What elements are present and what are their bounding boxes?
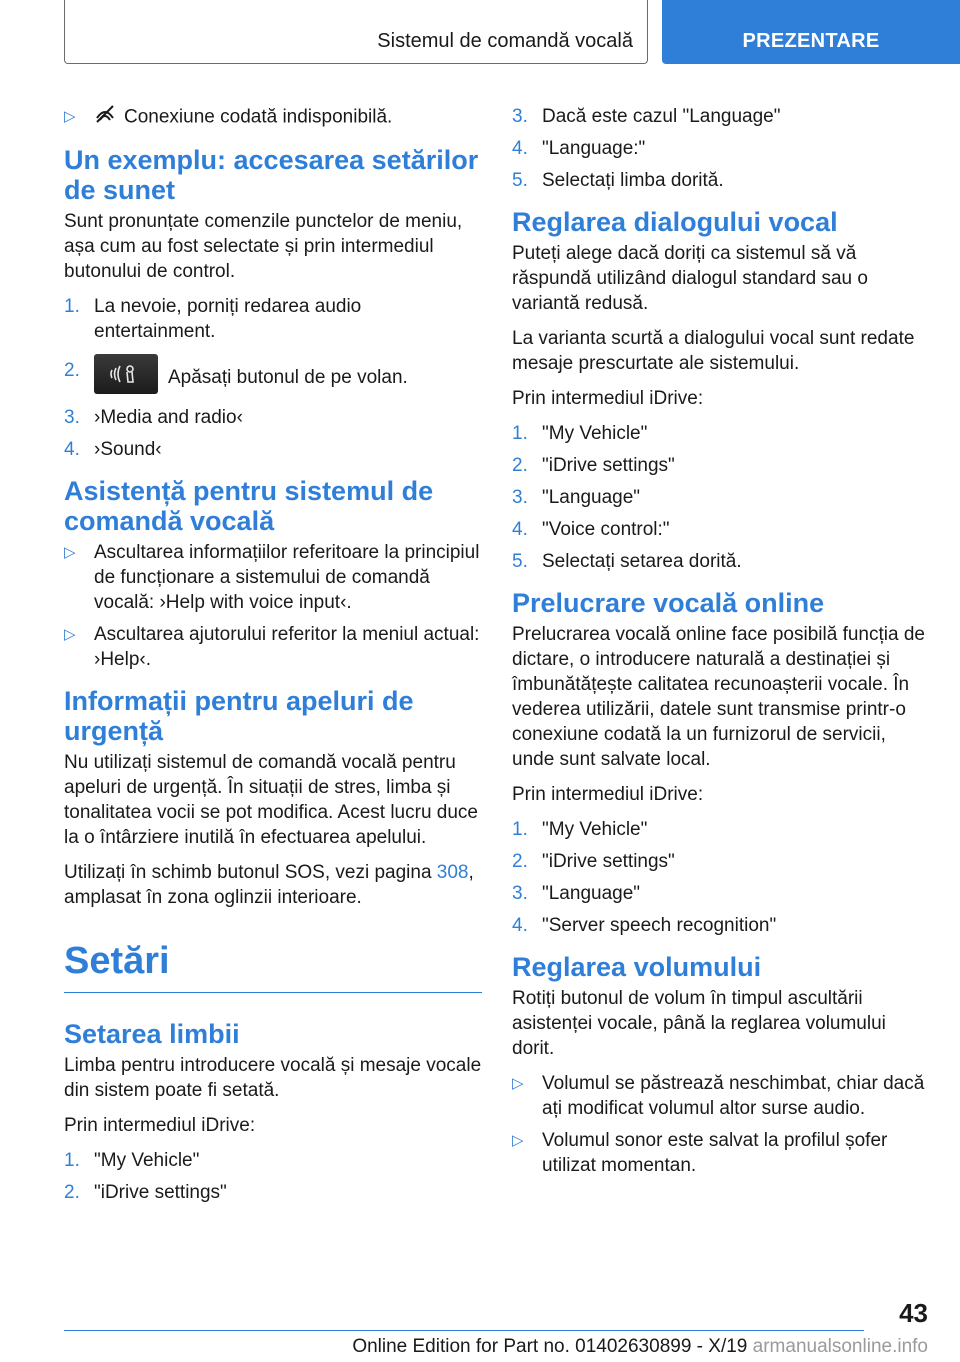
list-item xyxy=(512,549,926,574)
step-number: 3. xyxy=(512,883,528,904)
bullet-text: Ascultarea informațiilor referitoare la principiul de funcționare a sistemului de comandă vocală: ›Help with voice input‹. xyxy=(94,542,480,613)
bullet-text: Volumul se păstrează neschimbat, chiar dacă ați modificat volumul altor surse audio. xyxy=(542,1073,925,1119)
header-chapter-label: PREZENTARE xyxy=(742,30,880,52)
step-text: Selectați setarea dorită. xyxy=(542,551,742,572)
step-text: "iDrive settings" xyxy=(542,851,675,872)
bullet-text: Ascultarea ajutorului referitor la meniul actual: ›Help‹. xyxy=(94,624,480,670)
header-chapter-tab[interactable] xyxy=(662,0,960,64)
list-item xyxy=(512,881,926,906)
step-number: 5. xyxy=(512,170,528,191)
paragraph-idrive: Prin intermediul iDrive: xyxy=(512,784,704,805)
footer-site[interactable]: armanualsonline.info xyxy=(752,1336,928,1357)
list-item xyxy=(64,104,482,131)
list-item xyxy=(512,168,926,193)
online-steps-list xyxy=(512,817,926,938)
step-text: "My Vehicle" xyxy=(542,819,648,840)
bullet-triangle-icon: ▷ xyxy=(512,1075,524,1092)
paragraph-idrive: Prin intermediul iDrive: xyxy=(64,1115,256,1136)
sos-text-post: , amplasat în zona oglinzii interioare. xyxy=(64,862,474,908)
list-item xyxy=(64,437,482,462)
step-number: 5. xyxy=(512,551,528,572)
paragraph-dialog-2: La varianta scurtă a dialogului vocal sunt redate mesaje prescurtate ale sistemului. xyxy=(512,328,915,374)
heading-dialog: Reglarea dialogului vocal xyxy=(512,207,838,237)
step-number: 2. xyxy=(512,851,528,872)
list-item xyxy=(512,104,926,129)
heading-volume: Reglarea volumului xyxy=(512,952,762,982)
step-text: "Language:" xyxy=(542,138,646,159)
no-connection-icon xyxy=(94,104,116,131)
bullet-text: Volumul sonor este salvat la profilul șofer utilizat momentan. xyxy=(542,1130,888,1176)
bullet-triangle-icon: ▷ xyxy=(64,544,76,561)
step-number: 1. xyxy=(64,296,80,317)
step-text: "Voice control:" xyxy=(542,519,670,540)
list-item xyxy=(512,453,926,478)
paragraph-example: Sunt pronunțate comenzile punctelor de meniu, așa cum au fost selectate și prin intermediul butonului de control. xyxy=(64,211,463,282)
step-number: 4. xyxy=(512,519,528,540)
volume-bullet-list xyxy=(512,1071,926,1178)
step-text: "Server speech recognition" xyxy=(542,915,777,936)
footer-edition-text: Online Edition for Part no. 01402630899 - X/19 xyxy=(352,1336,748,1357)
heading-assist: Asistență pentru sistemul de comandă vocală xyxy=(64,476,434,536)
list-item xyxy=(64,1180,482,1205)
step-text: Selectați limba dorită. xyxy=(542,170,724,191)
page-link-308[interactable]: 308 xyxy=(436,862,469,883)
list-item xyxy=(64,358,482,398)
header-section-box xyxy=(64,0,648,64)
step-number: 2. xyxy=(64,1182,80,1203)
step-text: ›Sound‹ xyxy=(94,439,162,460)
step-text: "Language" xyxy=(542,487,641,508)
step-text: "Language" xyxy=(542,883,641,904)
step-number: 3. xyxy=(512,106,528,127)
list-item xyxy=(512,517,926,542)
paragraph-sos xyxy=(64,860,482,910)
header-section-title: Sistemul de comandă vocală xyxy=(377,30,633,52)
dialog-steps-list xyxy=(512,421,926,574)
step-number: 4. xyxy=(512,915,528,936)
page-number: 43 xyxy=(899,1298,928,1328)
list-item xyxy=(64,622,482,672)
list-item xyxy=(512,913,926,938)
step-text: Dacă este cazul "Language" xyxy=(542,106,781,127)
bullet-triangle-icon: ▷ xyxy=(64,108,76,125)
language-steps-continued xyxy=(512,104,926,193)
step-text: "iDrive settings" xyxy=(94,1182,227,1203)
list-item xyxy=(512,849,926,874)
paragraph-dialog-1: Puteți alege dacă doriți ca sistemul să vă răspundă utilizând dialogul standard sau o variantă redusă. xyxy=(512,243,868,314)
list-item xyxy=(512,1128,926,1178)
step-text: "iDrive settings" xyxy=(542,455,675,476)
intro-bullet-text: Conexiune codată indisponibilă. xyxy=(124,106,393,128)
paragraph-emergency: Nu utilizați sistemul de comandă vocală pentru apeluri de urgență. În situații de stres, limba și tonalitatea vocii se pot modifica. Acest lucru duce la o întârziere inutilă în efectuarea apelului. xyxy=(64,752,479,848)
bullet-triangle-icon: ▷ xyxy=(64,626,76,643)
step-text: "My Vehicle" xyxy=(542,423,648,444)
list-item xyxy=(512,1071,926,1121)
step-text: La nevoie, porniți redarea audio entertainment. xyxy=(94,296,362,342)
step-text: "My Vehicle" xyxy=(94,1150,200,1171)
step-number: 3. xyxy=(512,487,528,508)
heading-settings: Setări xyxy=(64,938,482,993)
step-number: 2. xyxy=(512,455,528,476)
paragraph-volume: Rotiți butonul de volum în timpul ascultării asistenței vocale, până la reglarea volumului dorit. xyxy=(512,988,886,1059)
heading-language: Setarea limbii xyxy=(64,1019,240,1049)
left-column xyxy=(64,100,482,1215)
heading-online: Prelucrare vocală online xyxy=(512,588,825,618)
heading-example: Un exemplu: accesarea setărilor de sunet xyxy=(64,145,479,205)
paragraph-idrive: Prin intermediul iDrive: xyxy=(512,388,704,409)
list-item xyxy=(512,136,926,161)
language-steps-list xyxy=(64,1148,482,1205)
list-item xyxy=(64,1148,482,1173)
step-text: ›Media and radio‹ xyxy=(94,407,243,428)
step-number: 1. xyxy=(512,819,528,840)
list-item xyxy=(64,294,482,344)
step-number: 1. xyxy=(512,423,528,444)
step-number: 2. xyxy=(64,360,80,381)
list-item xyxy=(512,485,926,510)
list-item xyxy=(512,421,926,446)
step-number: 3. xyxy=(64,407,80,428)
list-item xyxy=(64,405,482,430)
intro-bullet-list xyxy=(64,104,482,131)
list-item xyxy=(512,817,926,842)
sos-text-pre: Utilizați în schimb butonul SOS, vezi pagina xyxy=(64,862,437,883)
step-text: Apăsați butonul de pe volan. xyxy=(168,367,408,389)
step-number: 1. xyxy=(64,1150,80,1171)
heading-emergency: Informații pentru apeluri de urgență xyxy=(64,686,414,746)
example-steps-list xyxy=(64,294,482,462)
bullet-triangle-icon: ▷ xyxy=(512,1132,524,1149)
voice-button-icon xyxy=(94,354,158,394)
footer-edition xyxy=(352,1336,928,1358)
right-column xyxy=(512,100,926,1188)
assist-bullet-list xyxy=(64,540,482,672)
step-number: 4. xyxy=(64,439,80,460)
step-number: 4. xyxy=(512,138,528,159)
footer-divider xyxy=(64,1330,864,1331)
paragraph-online: Prelucrarea vocală online face posibilă funcția de dictare, o introducere naturală a destinației și îmbunătățește calitatea recunoașterii vocale. În vederea utilizării, datele sunt transmise printr-o conexiune codată la un furnizorul de servicii, unde sunt salvate local. xyxy=(512,624,925,770)
paragraph-language: Limba pentru introducere vocală și mesaje vocale din sistem poate fi setată. xyxy=(64,1055,482,1101)
list-item xyxy=(64,540,482,615)
